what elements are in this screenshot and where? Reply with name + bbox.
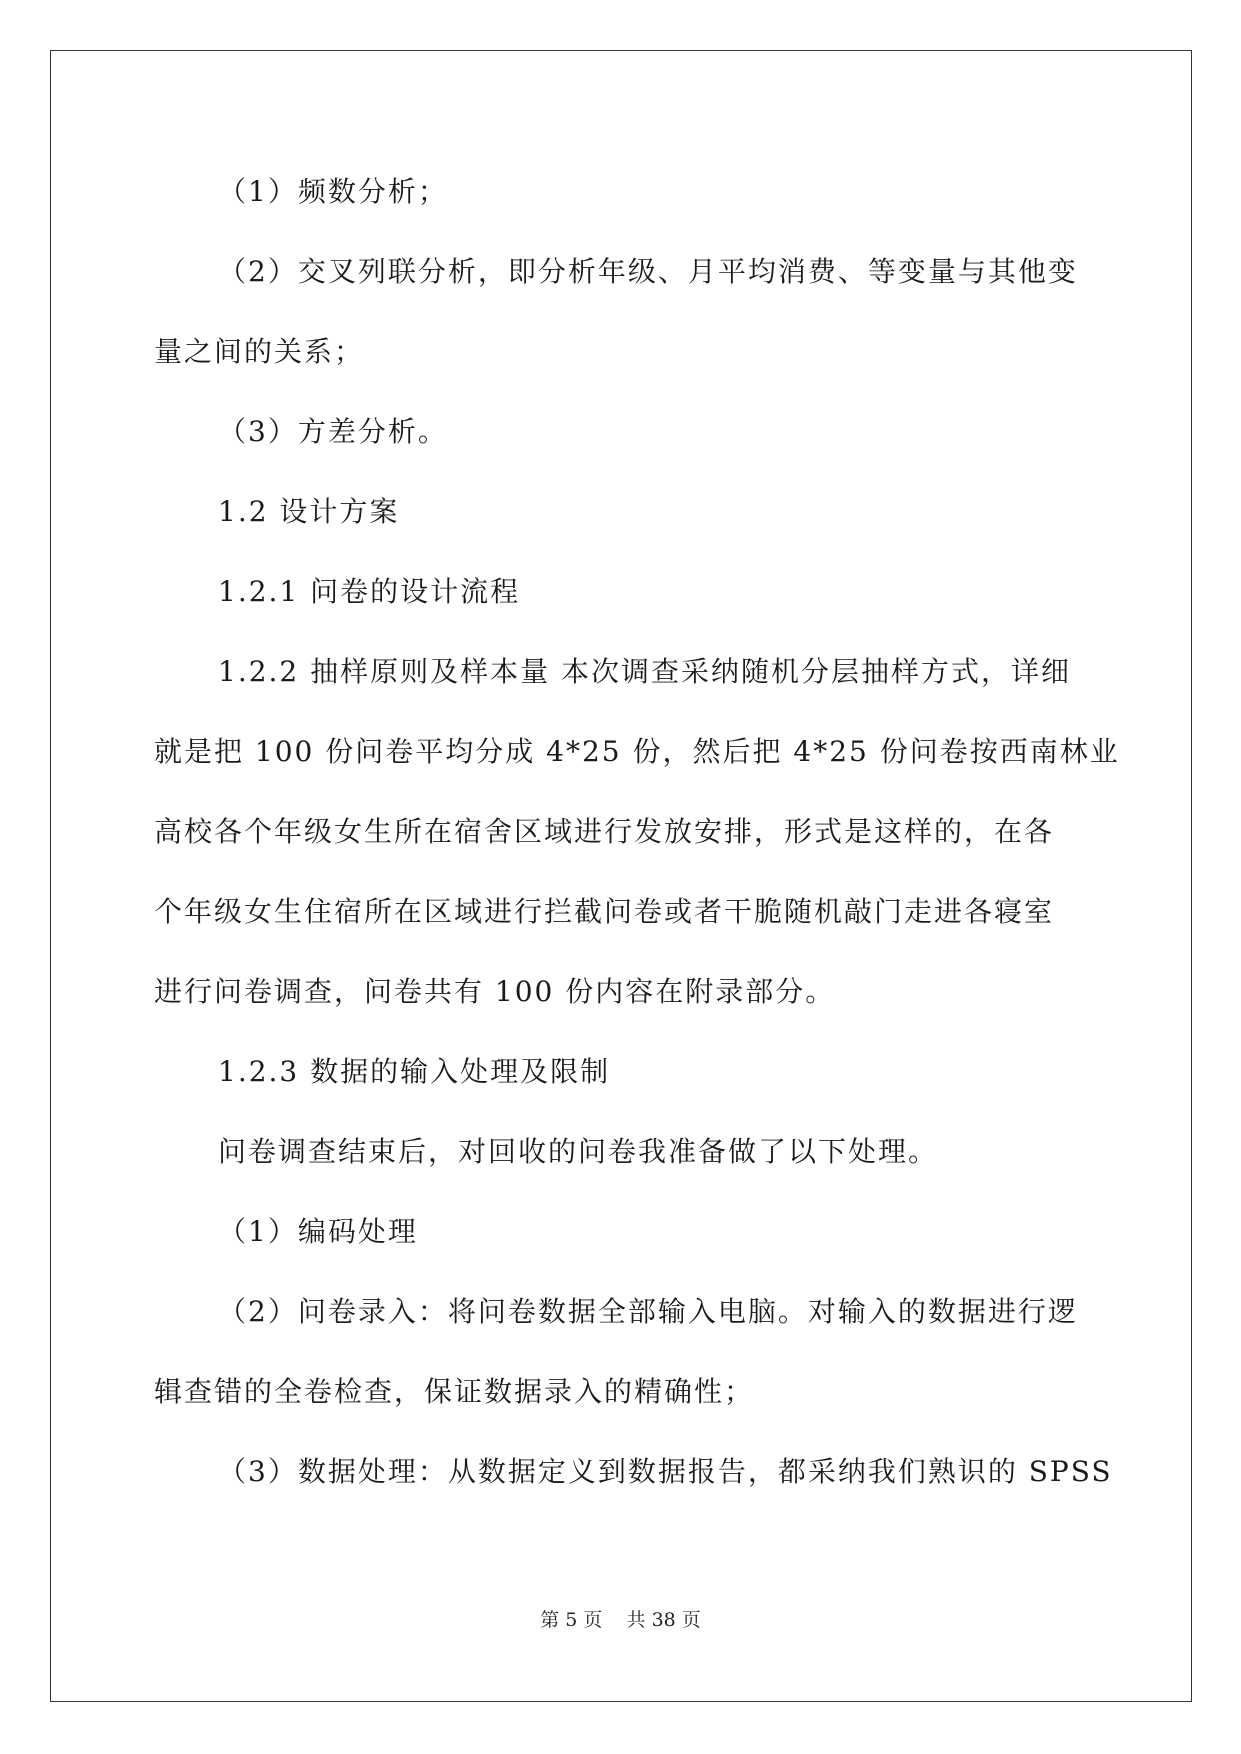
paragraph-line: （1）编码处理 (218, 1215, 418, 1248)
paragraph-line: 辑查错的全卷检查，保证数据录入的精确性； (154, 1375, 755, 1408)
paragraph-line: （3）数据处理：从数据定义到数据报告，都采纳我们熟识的 SPSS (218, 1455, 1113, 1488)
subsection-heading: 1.2.1 问卷的设计流程 (218, 575, 521, 608)
paragraph-line: （3）方差分析。 (218, 415, 448, 448)
paragraph-line: 1.2.2 抽样原则及样本量 本次调查采纳随机分层抽样方式，详细 (218, 655, 1072, 688)
section-heading: 1.2 设计方案 (218, 495, 400, 528)
paragraph-line: 问卷调查结束后，对回收的问卷我准备做了以下处理。 (218, 1135, 939, 1168)
paragraph-line: 就是把 100 份问卷平均分成 4*25 份，然后把 4*25 份问卷按西南林业 (154, 735, 1120, 768)
paragraph-line: 个年级女生住宿所在区域进行拦截问卷或者干脆随机敲门走进各寝室 (154, 895, 1055, 928)
paragraph-line: 进行问卷调查，问卷共有 100 份内容在附录部分。 (154, 975, 836, 1008)
page-footer: 第 5 页 共 38 页 (540, 1609, 701, 1631)
subsection-heading: 1.2.3 数据的输入处理及限制 (218, 1055, 611, 1088)
paragraph-line: （2）交叉列联分析，即分析年级、月平均消费、等变量与其他变 (218, 255, 1078, 288)
paragraph-line: （2）问卷录入：将问卷数据全部输入电脑。对输入的数据进行逻 (218, 1295, 1078, 1328)
paragraph-line: 量之间的关系； (154, 335, 365, 368)
paragraph-line: （1）频数分析； (218, 175, 448, 208)
paragraph-line: 高校各个年级女生所在宿舍区域进行发放安排，形式是这样的，在各 (154, 815, 1055, 848)
